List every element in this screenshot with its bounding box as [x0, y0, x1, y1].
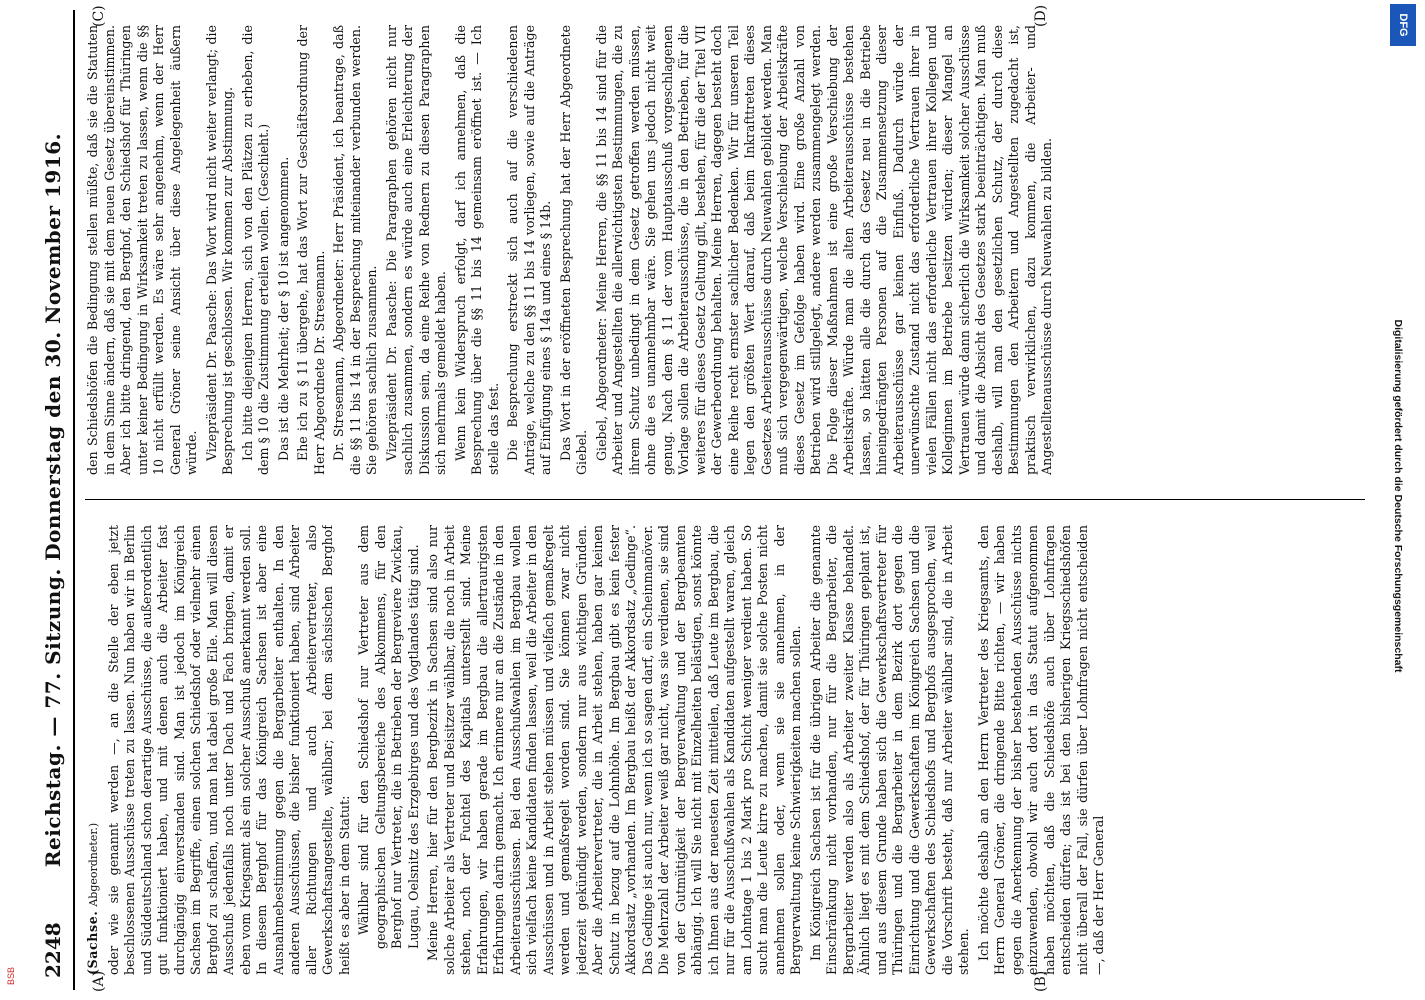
paragraph: Im Königreich Sachsen ist für die übrigen Arbeiter die genannte Einschränkung nicht vorhanden, nur für die Bergarbeiter, die Bergarbeiter werden also als Arbeiter zweiter Klasse behandelt. Ähnlich liegt es mit dem Schiedshof, der für Thüringen geplant ist, und aus diesem Grunde haben sich die Gewerkschaftsvertreter für Thüringen und die Bergarbeiter in dem Bezirk dort gegen die Einrichtung und die Gewerkschaften im Königreich Sachsen und die Gewerkschaften des Schiedshofs und Berghofs ausgesprochen, weil die Vorschrift besteht, daß nur Arbeiter wählbar sind, die in Arbeit stehen. [807, 525, 971, 975]
dfg-logo-text: DFG [1397, 13, 1409, 37]
paragraph: Meine Herren, hier für den Bergbezirk in Sachsen sind also nur solche Arbeiter als Vertreter und Beisitzer wählbar, die noch in Arbeit stehen, noch der Fuchtel des Kapitals unterstellt sind. Meine Erfahrungen, wir haben gerade im Bergbau die allertraurigsten Erfahrungen darin gemacht. Ich erinnere nur an die Zustände in den Arbeiterausschüssen. Bei den Ausschußwahlen im Bergbau wollen sich vielfach keine Kandidaten finden lassen, weil die Arbeiter in den Ausschüssen und in Arbeit stehen müssen und vielfach gemaßregelt werden und gemaßregelt worden sind. Sie können zwar nicht jederzeit gekündigt werden, sondern nur aus wichtigen Gründen. Aber die Arbeitervertreter, die in Arbeit stehen, haben gar keinen Schutz in bezug auf die Lohnhöhe. Im Bergbau gibt es kein fester Akkordsatz „vorhanden. Im Bergbau heißt der Akkordsatz „Gedinge“. Das Gedinge ist auch nur, wenn ich so sagen darf, ein Scheinmanöver. Die Mehrzahl der Arbeiter weiß gar nicht, was sie verdienen, sie sind von der Gutmütigkeit der Bergverwaltung und der Bergbeamten abhängig. Ich will Sie nicht mit Einzelheiten belästigen, sonst könnte ich Ihnen aus der neuesten Zeit mitteilen, daß Leute im Bergbau, die nur für die Ausschußwahlen als Kandidaten aufgestellt waren, gleich am Lohntage 1 bis 2 Mark pro Schicht weniger verdient haben. So sucht man die Leute kirre zu machen, damit sie solche Posten nicht annehmen sollen oder, wenn sie sie annehmen, in der Bergverwaltung keine Schwierigkeiten machen sollen. [424, 525, 803, 975]
paragraph: Giebel, Abgeordneter: Meine Herren, die §§ 11 bis 14 sind für die Arbeiter und Angestellten die allerwichtigsten Bestimmungen, die zu ihrem Schutz unbedingt in dem Gesetz getroffen werden müssen, ohne die es unannehmbar wäre. Sie gehen uns jedoch nicht weit genug. Nach dem § 11 der vom Hauptausschuß vorgeschlagenen Vorlage sollen die Arbeiterausschüsse, die in den Betrieben, für die weiteres für dieses Gesetz Geltung gilt, bestehen, für die der Titel VII der Gewerbeordnung behalten. Meine Herren, dagegen besteht doch eine Reihe recht ernster sachlicher Bedenken. Wir für unseren Teil legen den größten Wert darauf, daß beim Inkrafttreten dieses Gesetzes Arbeiterausschüsse durch Neuwahlen gebildet werden. Man muß sich vergegenwärtigen, welche Verschiebung der Arbeitskräfte dieses Gesetz im Gefolge haben wird. Eine große Anzahl von Betrieben wird stillgelegt, andere werden zusammengelegt werden. Die Folge dieser Maßnahmen ist eine große Verschiebung der Arbeitskräfte. Würde man die alten Arbeiterausschüsse bestehen lassen, so hätten alle die durch das Gesetz neu in die Betriebe hineingedrängten Personen auf die Zusammensetzung dieser Arbeiterausschüsse gar keinen Einfluß. Dadurch würde der unerwünschte Zustand nicht das erforderliche Vertrauen ihrer in vielen Fällen nicht das erforderliche Vertrauen ihrer Kollegen und Kolleginnen im Betriebe besitzen würden; dieser Mangel an Vertrauen würde dann sicherlich die Wirksamkeit solcher Ausschüsse und damit die Absicht des Gesetzes stark beeinträchtigen. Man muß deshalb, will man den gesetzlichen Schutz, der durch diese Bestimmungen den Arbeitern und Angestellten zugedacht ist, praktisch verwirklichen, dazu kommen, die Arbeiter- und Angestelltenausschüsse durch Neuwahlen zu bilden. [593, 25, 1054, 475]
bsb-stamp [2, 958, 20, 994]
dfg-logo [1390, 4, 1416, 46]
speaker-line [85, 525, 103, 975]
right-column [85, 25, 1365, 475]
document-page [33, 4, 1393, 992]
digitization-credit [1383, 18, 1413, 973]
paragraph: oder wie sie genannt werden —, an die Stelle der eben jetzt beschlossenen Ausschüsse treten zu lassen. Nun haben wir in Berlin und Süddeutschland schon derartige Ausschüsse, die außerordentlich gut funktioniert haben, und mit denen auch die Arbeiter fast durchgängig einverstanden sind. Man ist jedoch im Königreich Sachsen im Begriffe, einen solchen Schiedshof oder vielmehr einen Berghof zu schaffen, und man hat dabei große Eile. Man will diesen Ausschuß jedenfalls noch unter Dach und Fach bringen, damit er eben vom Kriegsamt als ein solcher Ausschuß anerkannt werden soll. In diesem Berghof für das Königreich Sachsen ist aber eine Ausnahmebestimmung gegen die Bergarbeiter enthalten. In den anderen Ausschüssen, die bisher funktioniert haben, sind Arbeiter aller Richtungen und auch Arbeitervertreter, also Gewerkschaftsangestellte, wählbar; bei dem sächsischen Berghof heißt es aber in dem Statut: [105, 525, 351, 975]
column-divider [85, 499, 1365, 500]
margin-marker-b: (B) [1032, 970, 1049, 992]
paragraph: Dr. Stresemann, Abgeordneter: Herr Präsident, ich beantrage, daß die §§ 11 bis 14 in der Besprechung miteinander verbunden werden. Sie gehören sachlich zusammen. [330, 25, 379, 475]
paragraph: Das ist die Mehrheit; der § 10 ist angenommen. [275, 156, 290, 461]
paragraph: Wenn kein Widerspruch erfolgt, darf ich annehmen, daß die Besprechung über die §§ 11 bis 14 gemeinsam eröffnet ist. — Ich stelle das fest. [452, 25, 500, 475]
paragraph: Ich möchte deshalb an den Herrn Vertreter des Kriegsamts, den Herrn General Gröner, die dringende Bitte richten, — wir haben gegen die Anerkennung der bisher bestehenden Ausschüsse nichts einzuwenden, obwohl wir auch dort in das Statut aufgenommen haben möchten, daß die Schiedshöfe auch über Lohnfragen entscheiden dürfen; das ist bei den bisherigen Kriegsschiedshöfen nicht überall der Fall, sie dürfen über Lohnfragen nicht entscheiden —, daß der Herr General [975, 525, 1106, 975]
paragraph: Vizepräsident Dr. Paasche: Das Wort wird nicht weiter verlangt; die Besprechung ist geschlossen. Wir kommen zur Abstimmung. [203, 25, 235, 475]
page-header [33, 10, 75, 990]
paragraph: Das Wort in der eröffneten Besprechung hat der Herr Abgeordnete Giebel. [557, 25, 589, 475]
speaker-role: Abgeordneter.) [86, 822, 100, 907]
statute-quote: Wählbar sind für den Schiedshof nur Vertreter aus dem geographischen Geltungsbereiche des Abkommens, für den Berghof nur Vertreter, die in Betrieben der Bergreviere Zwickau, Lugau, Oelsnitz des Erzgebirges und des Vogtlandes tätig sind. [355, 525, 420, 949]
paragraph: Ich bitte diejenigen Herren, sich von den Plätzen zu erheben, die dem § 10 die Zustimmung erteilen wollen. (Geschieht.) [239, 25, 271, 475]
bsb-stamp-text: BSB [6, 966, 16, 986]
left-column [85, 525, 1365, 975]
speaker-name: (Sachse. [84, 910, 100, 975]
margin-marker-d: (D) [1032, 4, 1049, 27]
credit-text: Digitalisierung gefördert durch die Deutsche Forschungsgemeinschaft [1392, 319, 1404, 672]
running-title: Reichstag. — 77. Sitzung. Donnerstag den 30. November 1916. [40, 132, 65, 868]
paragraph: Ehe ich zu § 11 übergehe, hat das Wort zur Geschäftsordnung der Herr Abgeordnete Dr. Stresemann. [294, 25, 326, 475]
paragraph: den Schiedshöfen die Bedingung stellen müßte, daß sie die Statuten in dem Sinne ändern, daß sie mit dem neuen Gesetz übereinstimmen. Aber ich bitte dringend, den Berghof, den Schiedshof für Thüringen unter keiner Bedingung in Wirksamkeit treten zu lassen, wenn die §§ 10 nicht erfüllt werden. Es wäre sehr angenehm, wenn der Herr General Gröner seine Ansicht über diese Angelegenheit äußern würde. [84, 25, 199, 475]
margin-marker-c: (C) [90, 5, 107, 27]
margin-marker-a: (A) [90, 970, 107, 992]
paragraph: Vizepräsident Dr. Paasche: Die Paragraphen gehören nicht nur sachlich zusammen, sondern es würde auch eine Erleichterung der Diskussion sein, da eine Reihe von Rednern zu diesen Paragraphen sich mehrmals gemeldet haben. [383, 25, 448, 475]
paragraph: Die Besprechung erstreckt sich auch auf die verschiedenen Anträge, welche zu den §§ 11 bis 14 vorliegen, sowie auf die Anträge auf Einfügung eines § 14a und eines § 14b. [504, 25, 553, 475]
page-number: 2248 [40, 922, 65, 978]
